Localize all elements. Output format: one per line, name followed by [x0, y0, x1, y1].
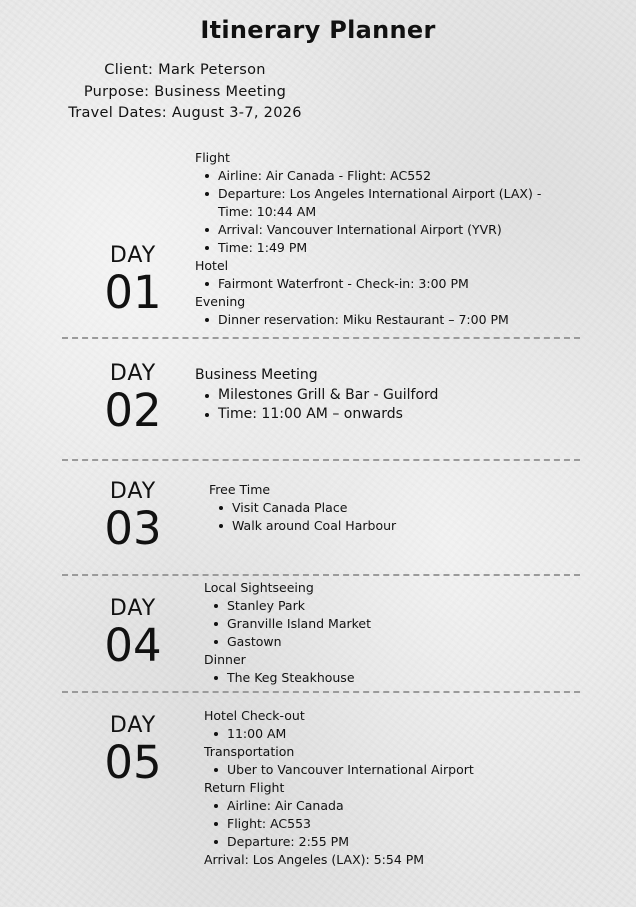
day-divider: [62, 459, 580, 461]
client-line: Client: Mark Peterson: [104, 62, 266, 78]
section-list: [209, 499, 569, 535]
section-list: [204, 597, 564, 651]
list-item: Visit Canada Place: [232, 499, 569, 517]
day-03-details: [209, 481, 569, 535]
list-item: Fairmont Waterfront - Check-in: 3:00 PM: [218, 275, 590, 293]
day-number: 02: [104, 384, 162, 437]
day-04-details: [204, 579, 564, 687]
list-item: Uber to Vancouver International Airport: [227, 761, 584, 779]
list-item: Stanley Park: [227, 597, 564, 615]
section-list: [204, 669, 564, 687]
day-divider: [62, 691, 580, 693]
section-heading: Hotel: [195, 258, 229, 273]
section-heading: Hotel Check-out: [204, 708, 305, 723]
purpose-line: Purpose: Business Meeting: [83, 83, 287, 100]
day-number: 03: [104, 502, 162, 555]
section-list: [204, 725, 584, 743]
list-item: Arrival: Vancouver International Airport (YVR): [218, 221, 590, 239]
list-item: Milestones Grill & Bar - Guilford: [218, 386, 575, 406]
day-label-02: [68, 362, 198, 436]
day-label-05: [68, 714, 198, 788]
day-divider: [62, 574, 580, 576]
list-item: Departure: Los Angeles International Airport (LAX) - Time: 10:44 AM: [218, 185, 578, 221]
list-item: Gastown: [227, 633, 564, 651]
list-item: The Keg Steakhouse: [227, 669, 564, 687]
section-heading: Local Sightseeing: [204, 580, 314, 595]
day-word: DAY: [109, 479, 157, 504]
list-item: Airline: Air Canada - Flight: AC552: [218, 167, 590, 185]
day-05-details: [204, 707, 584, 869]
day-number: 05: [104, 736, 162, 789]
day-word: DAY: [109, 596, 157, 621]
day-word: DAY: [109, 243, 157, 268]
day-number: 04: [104, 619, 162, 672]
day-label-01: [68, 244, 198, 318]
section-heading: Dinner: [204, 652, 246, 667]
list-item: 11:00 AM: [227, 725, 584, 743]
list-item: Flight: AC553: [227, 815, 584, 833]
day-number: 01: [104, 266, 162, 319]
trip-details: [40, 60, 330, 125]
section-list: [204, 761, 584, 779]
day-word: DAY: [109, 361, 157, 386]
list-item: Granville Island Market: [227, 615, 564, 633]
section-list: [204, 797, 584, 851]
day-01-details: [195, 149, 590, 329]
list-item: Time: 1:49 PM: [218, 239, 590, 257]
section-list: [195, 386, 575, 425]
arrival-line: Arrival: Los Angeles (LAX): 5:54 PM: [204, 852, 425, 867]
list-item: Departure: 2:55 PM: [227, 833, 584, 851]
day-02-details: [195, 366, 575, 425]
day-divider: [62, 337, 580, 339]
list-item: Airline: Air Canada: [227, 797, 584, 815]
day-word: DAY: [109, 713, 157, 738]
section-list: [195, 167, 590, 257]
section-list: [195, 311, 590, 329]
section-heading: Flight: [195, 150, 230, 165]
travel-dates-line: Travel Dates: August 3-7, 2026: [68, 105, 302, 121]
section-heading: Free Time: [209, 482, 271, 497]
page-title: Itinerary Planner: [200, 16, 436, 44]
list-item: Dinner reservation: Miku Restaurant – 7:00 PM: [218, 311, 590, 329]
section-heading: Transportation: [204, 744, 295, 759]
list-item: Walk around Coal Harbour: [232, 517, 569, 535]
list-item: Time: 11:00 AM – onwards: [218, 405, 575, 425]
day-label-03: [68, 480, 198, 554]
day-label-04: [68, 597, 198, 671]
section-heading: Business Meeting: [195, 367, 318, 383]
section-list: [195, 275, 590, 293]
section-heading: Return Flight: [204, 780, 285, 795]
section-heading: Evening: [195, 294, 246, 309]
